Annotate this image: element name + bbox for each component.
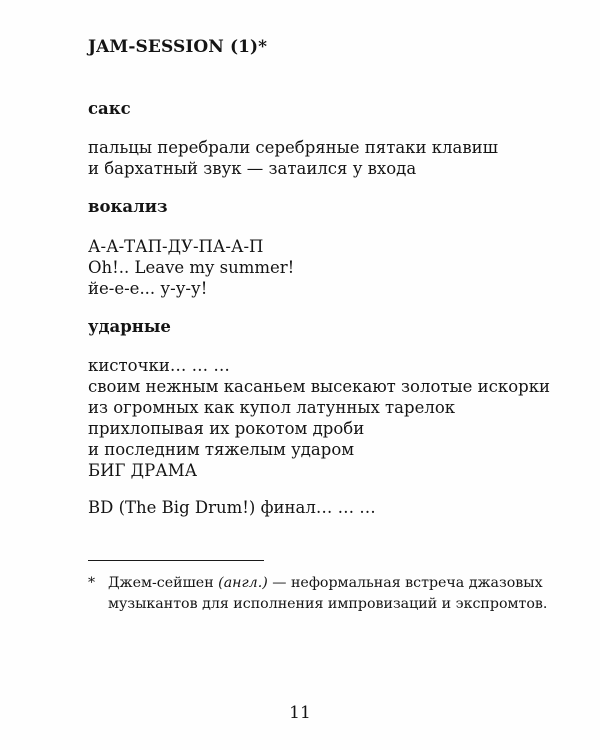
footnote-lang: (англ.) <box>218 575 268 591</box>
footnote-divider <box>88 560 264 561</box>
poem-line: Oh!.. Leave my summer! <box>88 258 295 277</box>
footnote-line-2: музыкантов для исполнения импровизаций и экспромтов. <box>108 596 548 612</box>
poem-line: своим нежным касаньем высекают золотые искорки <box>88 377 551 396</box>
poem-line: прихлопывая их рокотом дроби <box>88 419 365 438</box>
poem-title: JAM-SESSION (1)* <box>88 37 268 57</box>
poem-line: БИГ ДРАМА <box>88 461 198 480</box>
section-heading-drums: ударные <box>88 317 171 336</box>
poem-line-finale: BD (The Big Drum!) финал… … … <box>88 498 376 517</box>
footnote-term: Джем-сейшен <box>108 575 214 591</box>
poem-line: йе-е-е... у-у-у! <box>88 279 208 298</box>
footnote-rest: — неформальная встреча джазовых <box>267 575 543 591</box>
poem-line: и бархатный звук — затаился у входа <box>88 159 417 178</box>
poem-line: А-А-ТАП-ДУ-ПА-А-П <box>88 237 264 256</box>
footnote-mark: * <box>88 575 96 591</box>
poem-line: из огромных как купол латунных тарелок <box>88 398 456 417</box>
poem-line: кисточки… … … <box>88 356 230 375</box>
page-number: 11 <box>289 703 311 723</box>
section-heading-vocalise: вокализ <box>88 197 168 216</box>
section-heading-sax: сакс <box>88 99 131 118</box>
footnote-text <box>108 573 547 615</box>
poem-line: и последним тяжелым ударом <box>88 440 355 459</box>
poem-line: пальцы перебрали серебряные пятаки клавиш <box>88 138 498 157</box>
